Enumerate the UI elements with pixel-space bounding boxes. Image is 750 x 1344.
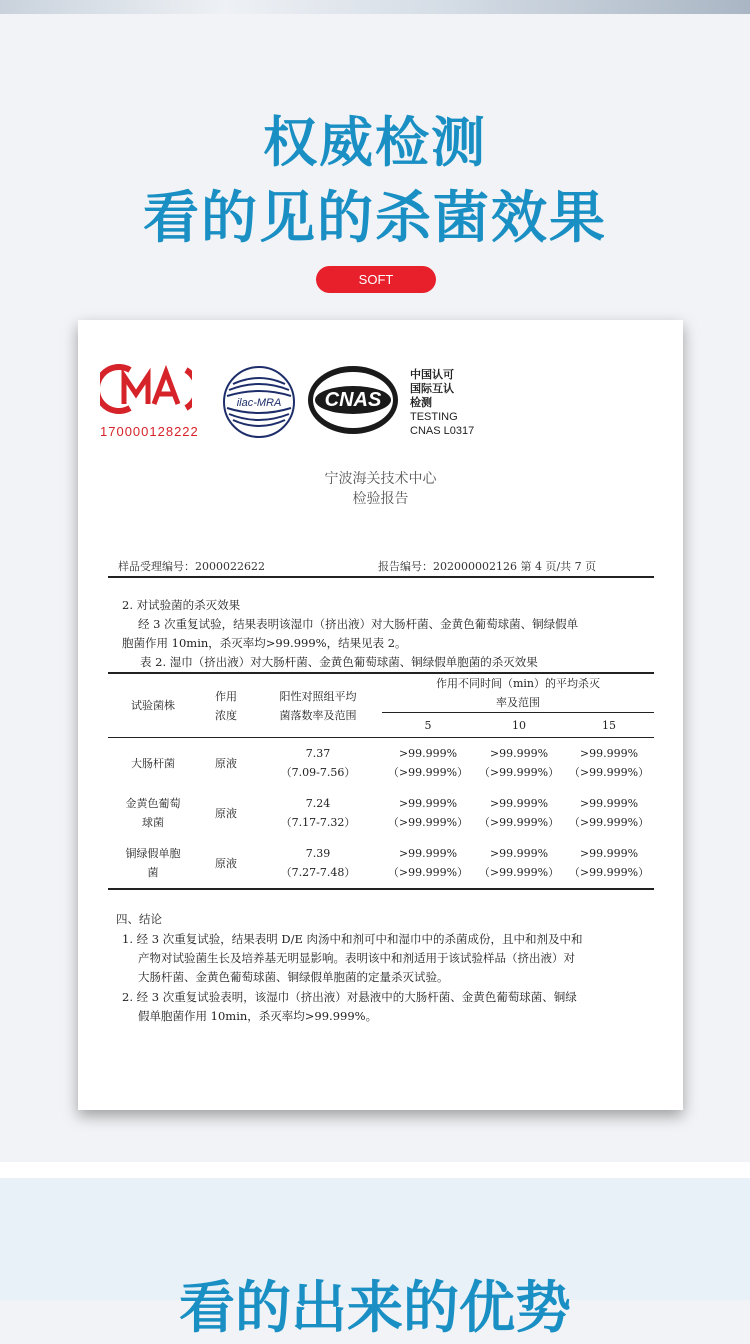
section2-title: 2. 对试验菌的杀灭效果 xyxy=(122,598,241,612)
col-header-conc: 作用 浓度 xyxy=(198,673,254,738)
table-row: 金黄色葡萄 球菌 原液 7.24 （7.17-7.32） >99.999% （>99.999%） >99.999% （>99.999%） >99.999% （>99.999%） xyxy=(125,797,650,829)
top-decor-strip xyxy=(0,0,750,14)
cnas-text-block xyxy=(410,368,474,438)
svg-text:CNAS: CNAS xyxy=(324,389,382,411)
cnas-line-4: TESTING xyxy=(410,411,458,423)
section2-body-2: 胞菌作用 10min，杀灭率均>99.999%，结果见表 2。 xyxy=(122,636,407,650)
cnas-line-3: 检测 xyxy=(410,397,432,409)
col-header-strain: 试验菌株 xyxy=(108,673,198,738)
headline-line2: 看的见的杀菌效果 xyxy=(143,186,607,251)
col-header-time-10: 10 xyxy=(474,713,564,738)
soft-badge: SOFT xyxy=(316,266,436,293)
table-caption: 表 2. 湿巾（挤出液）对大肠杆菌、金黄色葡萄球菌、铜绿假单胞菌的杀灭效果 xyxy=(140,655,538,669)
cma-logo-icon xyxy=(100,364,192,414)
cnas-logo-icon xyxy=(306,364,400,436)
conclusion-2a: 2. 经 3 次重复试验表明，该湿巾（挤出液）对悬液中的大肠杆菌、金黄色葡萄球菌、铜绿 xyxy=(122,990,577,1004)
footer-headline: 看的出来的优势 xyxy=(179,1276,571,1341)
section2-body-1: 经 3 次重复试验，结果表明该湿巾（挤出液）对大肠杆菌、金黄色葡萄球菌、铜绿假单 xyxy=(138,617,579,631)
ilac-mra-logo-icon xyxy=(221,364,297,440)
conclusion-1b: 产物对试验菌生长及培养基无明显影响。表明该中和剂适用于该试验样品（挤出液）对 xyxy=(138,951,575,965)
table-row: 大肠杆菌 原液 7.37 （7.09-7.56） >99.999% （>99.999%） >99.999% （>99.999%） >99.999% （>99.999%） xyxy=(131,747,650,779)
org-name: 宁波海关技术中心 xyxy=(324,471,437,487)
cnas-line-2: 国际互认 xyxy=(410,383,454,395)
table-row: 铜绿假单胞 菌 原液 7.39 （7.27-7.48） >99.999% （>99.999%） >99.999% （>99.999%） >99.999% （>99.999%） xyxy=(108,838,654,889)
col-header-time: 作用不同时间（min）的平均杀灭 率及范围 xyxy=(382,673,654,713)
col-header-time-5: 5 xyxy=(382,713,474,738)
report-number: 报告编号：202000002126 第 4 页/共 7 页 xyxy=(378,560,597,573)
headline-line1: 权威检测 xyxy=(263,111,487,174)
cnas-line-5: CNAS L0317 xyxy=(410,425,475,437)
conclusion-1a: 1. 经 3 次重复试验，结果表明 D/E 肉汤中和剂可中和湿巾中的杀菌成份，且中和剂及中和 xyxy=(122,932,583,946)
col-header-control: 阳性对照组平均 菌落数率及范围 xyxy=(254,673,382,738)
cnas-line-1: 中国认可 xyxy=(410,369,454,381)
conclusion-title: 四、结论 xyxy=(116,912,162,926)
svg-text:ilac-MRA: ilac-MRA xyxy=(236,397,282,409)
col-header-time-15: 15 xyxy=(564,713,654,738)
header-rule xyxy=(108,576,654,578)
conclusion-1c: 大肠杆菌、金黄色葡萄球菌、铜绿假单胞菌的定量杀灭试验。 xyxy=(138,970,449,984)
doc-type: 检验报告 xyxy=(352,491,409,507)
cma-number: 170000128222 xyxy=(100,424,199,439)
sample-number: 样品受理编号：2000022622 xyxy=(118,560,265,573)
conclusion-2b: 假单胞菌作用 10min，杀灭率均>99.999%。 xyxy=(138,1009,378,1023)
results-table xyxy=(108,672,654,890)
test-report-paper xyxy=(78,320,683,1110)
